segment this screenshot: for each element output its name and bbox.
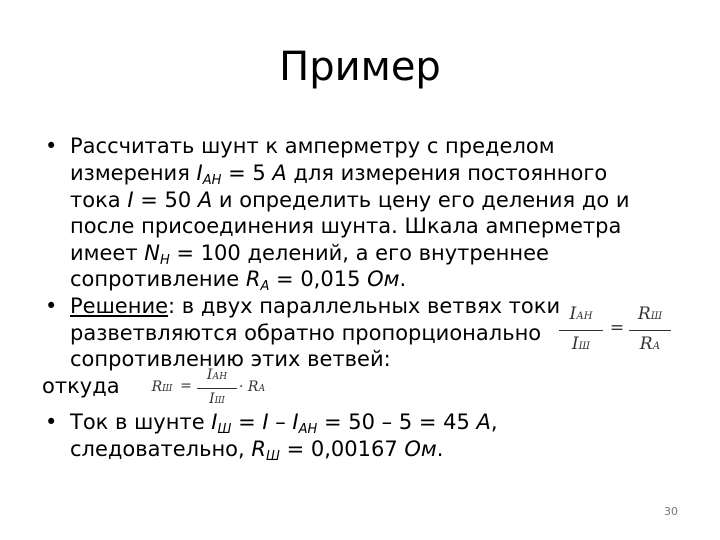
page-number: 30 bbox=[664, 505, 678, 518]
b1-line4: после присоединения шунта. Шкала амперметра bbox=[70, 214, 622, 238]
bullet-marker: • bbox=[45, 410, 58, 434]
b2-line3: сопротивлению этих ветвей: bbox=[70, 347, 391, 371]
proportion-formula: IАН IШ = RШ RА bbox=[555, 298, 675, 362]
b2-line2: разветвляются обратно пропорционально bbox=[70, 321, 542, 345]
otkuda-label: откуда bbox=[42, 374, 120, 398]
b1-line1: Рассчитать шунт к амперметру с пределом bbox=[70, 134, 555, 158]
b3-line2: следовательно, $R_Ш = 0,00167$ Ом. bbox=[70, 437, 444, 464]
b3-line1: Ток в шунте $I_Ш = I - I_{АН} = 50 - 5 = 45$ А, bbox=[70, 410, 498, 437]
bullet-marker: • bbox=[45, 294, 58, 318]
slide-title: Пример bbox=[279, 44, 441, 90]
shunt-resistance-formula: RШ = IАН IШ · RА bbox=[151, 367, 266, 407]
b1-line3: тока I = 50 А и определить цену его деления до и bbox=[70, 188, 630, 212]
b2-line1: Решение: в двух параллельных ветвях токи bbox=[70, 294, 561, 318]
b1-line5: имеет $N_Н = 100$ делений, а его внутреннее bbox=[70, 241, 549, 268]
b1-line2: измерения $I_{АН} = 5$ А для измерения постоянного bbox=[70, 161, 608, 188]
bullet-marker: • bbox=[45, 134, 58, 158]
b1-line6: сопротивление $R_А = 0,015$ Ом. bbox=[70, 267, 407, 294]
